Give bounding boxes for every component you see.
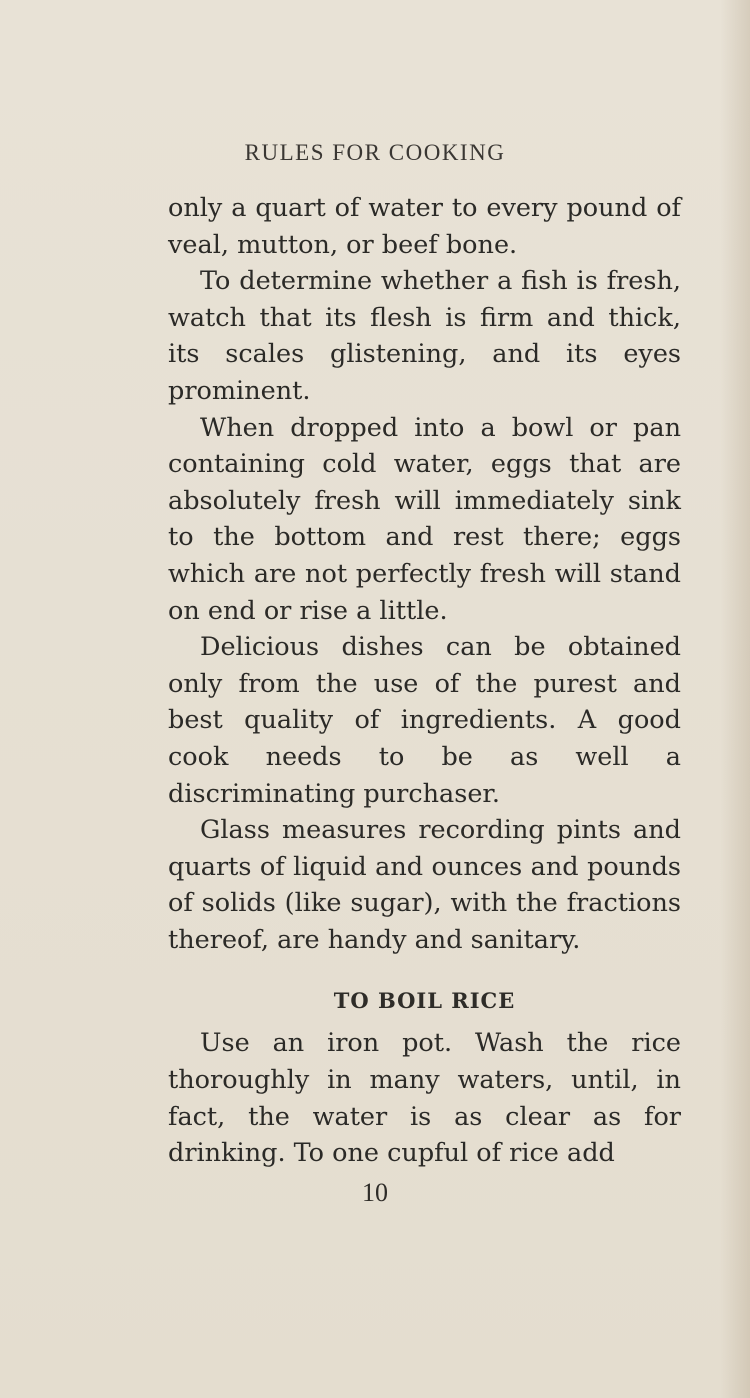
paragraph-fish: To determine whether a fish is fresh, watch that its flesh is firm and thick, its scales glistening, and its eyes prominent. xyxy=(168,266,681,406)
paragraph-continuation: only a quart of water to every pound of veal, mutton, or beef bone. xyxy=(168,193,681,260)
running-head: RULES FOR COOKING xyxy=(244,140,506,165)
paragraph-eggs: When dropped into a bowl or pan containing cold water, eggs that are absolutely fresh will immediately sink to the bottom and rest there; eggs which are not perfectly fresh will stand on end or rise a little. xyxy=(168,412,681,626)
paragraph-boil-rice: Use an iron pot. Wash the rice thoroughly in many waters, until, in fact, the water is as clear as for drinking. To one cupful of rice add xyxy=(168,1028,681,1169)
section-heading: TO BOIL RICE xyxy=(333,988,516,1014)
paragraph-ingredients: Delicious dishes can be obtained only from the use of the purest and best quality of ingredients. A good cook needs to be as well a discriminating purchaser. xyxy=(168,632,681,809)
page-number: 10 xyxy=(362,1178,388,1207)
body-text xyxy=(168,190,681,1172)
paragraph-glass-measures: Glass measures recording pints and quarts of liquid and ounces and pounds of solids (like sugar), with the fractions thereof, are handy and sanitary. xyxy=(168,815,681,955)
